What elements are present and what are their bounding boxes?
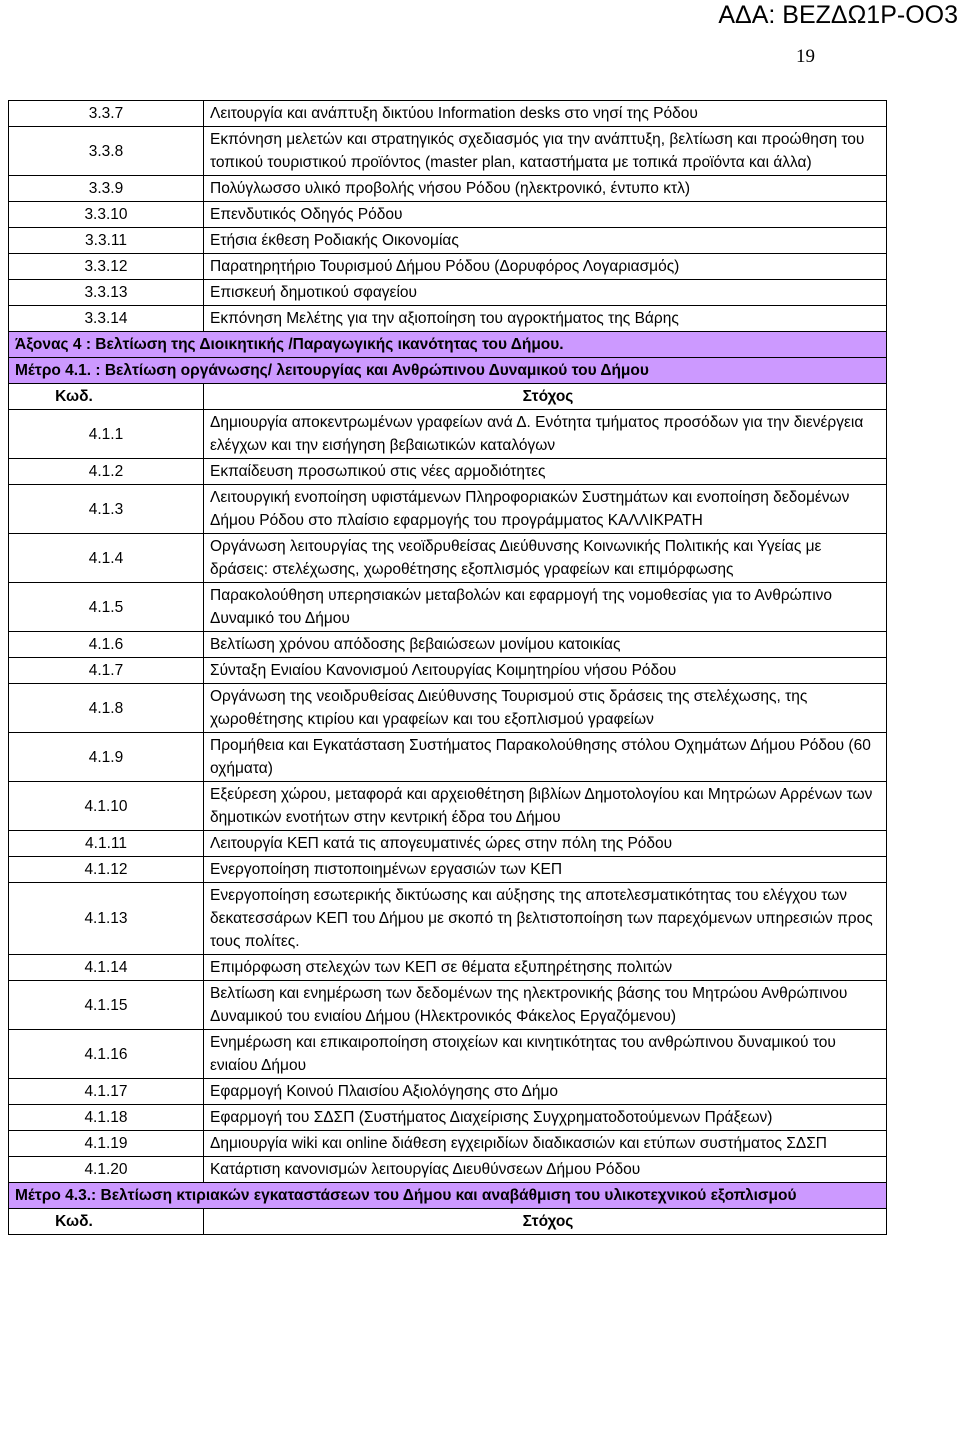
- row-goal: Εκπαίδευση προσωπικού στις νέες αρμοδιότητες: [204, 459, 887, 485]
- axis-4-title: Άξονας 4 : Βελτίωση της Διοικητικής /Παραγωγικής ικανότητας του Δήμου.: [9, 332, 887, 358]
- row-code: 4.1.8: [9, 684, 204, 733]
- measure-4-3-header: [9, 1183, 887, 1235]
- row-goal: Ενημέρωση και επικαιροποίηση στοιχείων και κινητικότητας του ανθρώπινου δυναμικού του ενιαίου Δήμου: [204, 1030, 887, 1079]
- row-code: 4.1.17: [9, 1079, 204, 1105]
- row-code: 3.3.11: [9, 228, 204, 254]
- row-code: 4.1.14: [9, 955, 204, 981]
- row-code: 3.3.12: [9, 254, 204, 280]
- row-code: 3.3.9: [9, 176, 204, 202]
- row-goal: Πολύγλωσσο υλικό προβολής νήσου Ρόδου (ηλεκτρονικό, έντυπο κτλ): [204, 176, 887, 202]
- row-goal: Εφαρμογή Κοινού Πλαισίου Αξιολόγησης στο Δήμο: [204, 1079, 887, 1105]
- row-goal: Δημιουργία αποκεντρωμένων γραφείων ανά Δ. Ενότητα τμήματος προσόδων για την διενέργεια ελέγχων και την εισήγηση βεβαιωτικών καταλόγων: [204, 410, 887, 459]
- row-goal: Ενεργοποίηση πιστοποιημένων εργασιών των ΚΕΠ: [204, 857, 887, 883]
- table-row: [9, 583, 887, 632]
- goal-column-header-2: Στόχος: [204, 1209, 887, 1235]
- table-row: [9, 176, 887, 202]
- row-goal: Βελτίωση χρόνου απόδοσης βεβαιώσεων μονίμου κατοικίας: [204, 632, 887, 658]
- table-row: [9, 306, 887, 332]
- measure-4-3-title: Μέτρο 4.3.: Βελτίωση κτιριακών εγκαταστάσεων του Δήμου και αναβάθμιση του υλικοτεχνικού εξοπλισμού: [9, 1183, 887, 1209]
- row-goal: Επισκευή δημοτικού σφαγείου: [204, 280, 887, 306]
- row-code: 4.1.2: [9, 459, 204, 485]
- row-goal: Λειτουργία ΚΕΠ κατά τις απογευματινές ώρες στην πόλη της Ρόδου: [204, 831, 887, 857]
- measure-4-1-row: [9, 358, 887, 384]
- row-goal: Επενδυτικός Οδηγός Ρόδου: [204, 202, 887, 228]
- table-row: [9, 658, 887, 684]
- goal-column-header: Στόχος: [204, 384, 887, 410]
- row-code: 4.1.7: [9, 658, 204, 684]
- measure-4-1-title: Μέτρο 4.1. : Βελτίωση οργάνωσης/ λειτουργίας και Ανθρώπινου Δυναμικού του Δήμου: [9, 358, 887, 384]
- row-goal: Λειτουργική ενοποίηση υφιστάμενων Πληροφοριακών Συστημάτων και ενοποίηση δεδομένων Δήμου Ρόδου στο πλαίσιο εφαρμογής του προγράμματος ΚΑΛΛΙΚΡΑΤΗ: [204, 485, 887, 534]
- row-goal: Οργάνωση λειτουργίας της νεοϊδρυθείσας Διεύθυνσης Κοινωνικής Πολιτικής και Υγείας με δράσεις: στελέχωσης, χωροθέτησης εξοπλισμός γραφείων και επιμόρφωσης: [204, 534, 887, 583]
- row-goal: Λειτουργία και ανάπτυξη δικτύου Information desks στο νησί της Ρόδου: [204, 101, 887, 127]
- row-code: 4.1.6: [9, 632, 204, 658]
- row-code: 3.3.7: [9, 101, 204, 127]
- table-row: [9, 485, 887, 534]
- row-goal: Ενεργοποίηση εσωτερικής δικτύωσης και αύξησης της αποτελεσματικότητας του ελέγχου των δεκατεσσάρων ΚΕΠ του Δήμου με σκοπό τη βελτιστοποίηση των παρεχόμενων υπηρεσιών προς τους πολίτες.: [204, 883, 887, 955]
- row-code: 4.1.19: [9, 1131, 204, 1157]
- table-row: [9, 459, 887, 485]
- table-row: [9, 632, 887, 658]
- table-row: [9, 101, 887, 127]
- row-code: 4.1.11: [9, 831, 204, 857]
- table-row: [9, 534, 887, 583]
- row-code: 4.1.15: [9, 981, 204, 1030]
- row-goal: Παρατηρητήριο Τουρισμού Δήμου Ρόδου (Δορυφόρος Λογαριασμός): [204, 254, 887, 280]
- row-goal: Επιμόρφωση στελεχών των ΚΕΠ σε θέματα εξυπηρέτησης πολιτών: [204, 955, 887, 981]
- row-goal: Κατάρτιση κανονισμών λειτουργίας Διευθύνσεων Δήμου Ρόδου: [204, 1157, 887, 1183]
- table-row: [9, 955, 887, 981]
- row-goal: Βελτίωση και ενημέρωση των δεδομένων της ηλεκτρονικής βάσης του Μητρώου Ανθρώπινου Δυναμικού του ενιαίου Δήμου (Ηλεκτρονικός Φάκελος Εργαζόμενου): [204, 981, 887, 1030]
- table-row: [9, 883, 887, 955]
- row-code: 4.1.20: [9, 1157, 204, 1183]
- table-row: [9, 733, 887, 782]
- measure-3-3-rows: [9, 101, 887, 332]
- row-goal: Προμήθεια και Εγκατάσταση Συστήματος Παρακολούθησης στόλου Οχημάτων Δήμου Ρόδου (60 οχήματα): [204, 733, 887, 782]
- table-row: [9, 981, 887, 1030]
- row-goal: Δημιουργία wiki και online διάθεση εγχειριδίων διαδικασιών και ετύπων συστήματος ΣΔΣΠ: [204, 1131, 887, 1157]
- row-goal: Ετήσια έκθεση Ροδιακής Οικονομίας: [204, 228, 887, 254]
- table-row: [9, 831, 887, 857]
- row-goal: Εφαρμογή του ΣΔΣΠ (Συστήματος Διαχείρισης Συγχρηματοδοτούμενων Πράξεων): [204, 1105, 887, 1131]
- column-header-row-2: [9, 1209, 887, 1235]
- table-row: [9, 1105, 887, 1131]
- measure-4-3-row: [9, 1183, 887, 1209]
- row-code: 4.1.3: [9, 485, 204, 534]
- ada-document-id: ΑΔΑ: ΒΕΖΔΩ1Ρ-ΟΟ3: [718, 1, 958, 29]
- table-row: [9, 782, 887, 831]
- row-goal: Παρακολούθηση υπερησιακών μεταβολών και εφαρμογή της νομοθεσίας για το Ανθρώπινο Δυναμικό του Δήμου: [204, 583, 887, 632]
- table-row: [9, 202, 887, 228]
- page-number: 19: [796, 46, 815, 67]
- row-code: 4.1.10: [9, 782, 204, 831]
- row-goal: Οργάνωση της νεοιδρυθείσας Διεύθυνσης Τουρισμού στις δράσεις της στελέχωσης, της χωροθέτησης κτιρίου και γραφείων και του εξοπλισμού γραφείων: [204, 684, 887, 733]
- table-row: [9, 1157, 887, 1183]
- row-code: 4.1.18: [9, 1105, 204, 1131]
- table-row: [9, 857, 887, 883]
- measure-4-1-rows: [9, 410, 887, 1183]
- table-row: [9, 280, 887, 306]
- code-column-header: Κωδ.: [9, 384, 204, 410]
- table-row: [9, 228, 887, 254]
- table-row: [9, 1079, 887, 1105]
- code-column-header-2: Κωδ.: [9, 1209, 204, 1235]
- row-code: 3.3.14: [9, 306, 204, 332]
- row-code: 4.1.9: [9, 733, 204, 782]
- row-code: 3.3.10: [9, 202, 204, 228]
- row-code: 4.1.5: [9, 583, 204, 632]
- row-code: 3.3.13: [9, 280, 204, 306]
- column-header-row: [9, 384, 887, 410]
- row-goal: Εκπόνηση Μελέτης για την αξιοποίηση του αγροκτήματος της Βάρης: [204, 306, 887, 332]
- table-row: [9, 1030, 887, 1079]
- table-row: [9, 410, 887, 459]
- row-code: 4.1.13: [9, 883, 204, 955]
- table-row: [9, 684, 887, 733]
- goals-table: [8, 100, 887, 1235]
- row-code: 4.1.16: [9, 1030, 204, 1079]
- row-code: 4.1.12: [9, 857, 204, 883]
- row-goal: Σύνταξη Ενιαίου Κανονισμού Λειτουργίας Κοιμητηρίου νήσου Ρόδου: [204, 658, 887, 684]
- table-row: [9, 127, 887, 176]
- row-goal: Εκπόνηση μελετών και στρατηγικός σχεδιασμός για την ανάπτυξη, βελτίωση και προώθηση του τοπικού τουριστικού προϊόντος (master plan, καταστήματα με τοπικά προϊόντα και άλλα): [204, 127, 887, 176]
- axis-4-header: [9, 332, 887, 410]
- axis-4-row: [9, 332, 887, 358]
- table-row: [9, 254, 887, 280]
- row-code: 4.1.1: [9, 410, 204, 459]
- row-code: 3.3.8: [9, 127, 204, 176]
- table-row: [9, 1131, 887, 1157]
- row-code: 4.1.4: [9, 534, 204, 583]
- row-goal: Εξεύρεση χώρου, μεταφορά και αρχειοθέτηση βιβλίων Δημοτολογίου και Μητρώων Αρρένων των δημοτικών ενοτήτων στην κεντρική έδρα του Δήμου: [204, 782, 887, 831]
